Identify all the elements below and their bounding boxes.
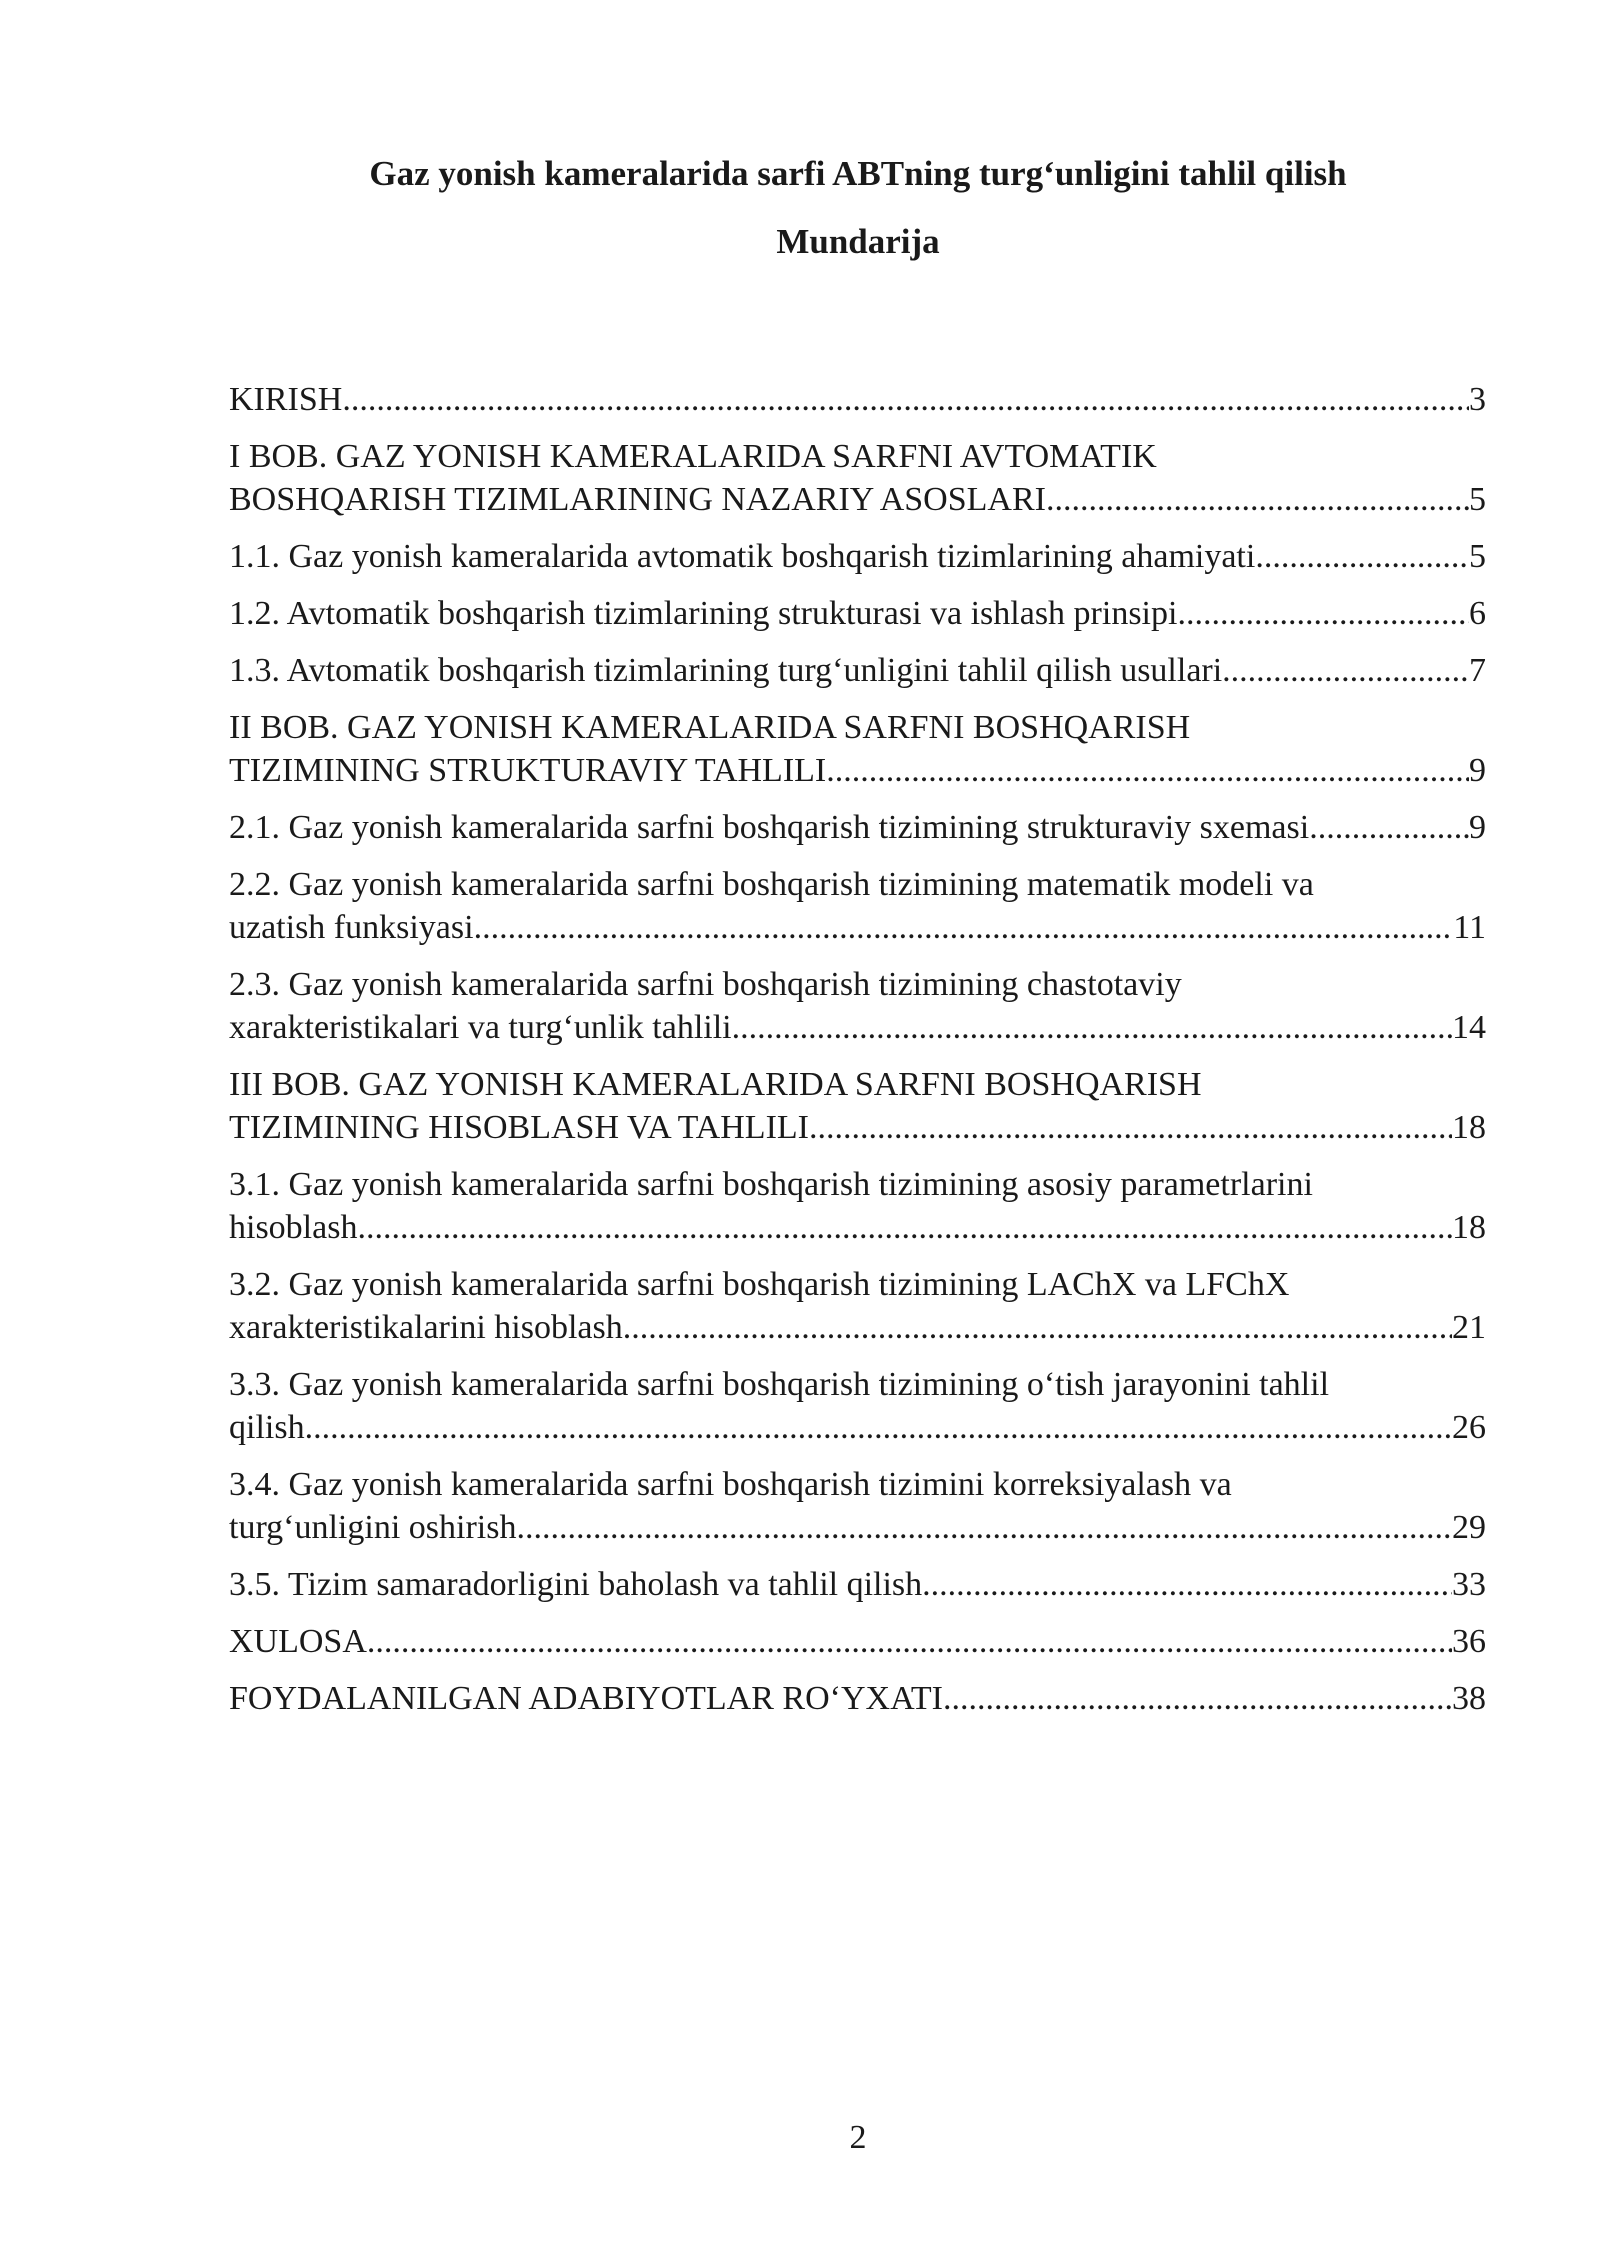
toc-entry-title: xarakteristikalari va turg‘unlik tahlili: [229, 1009, 732, 1046]
toc-entry-page-number: 21: [1452, 1309, 1486, 1346]
dot-leader: [342, 378, 1469, 421]
toc-entry-line: [229, 1506, 1486, 1549]
dot-leader: [516, 1506, 1452, 1549]
toc-entry-line: [229, 1406, 1486, 1449]
document-title: Gaz yonish kameralarida sarfi ABTning turg‘unligini tahlil qilish: [369, 154, 1347, 193]
toc-entry-title: 1.3. Avtomatik boshqarish tizimlarining turg‘unligini tahlil qilish usullari: [229, 652, 1223, 689]
toc-entry-line: [229, 649, 1486, 692]
dot-leader: [922, 1563, 1452, 1606]
toc-entry[interactable]: [229, 649, 1486, 692]
table-of-contents: [229, 378, 1486, 1734]
toc-entry-page-number: 29: [1452, 1509, 1486, 1546]
toc-entry-line: [229, 1206, 1486, 1249]
toc-entry-page-number: 11: [1453, 909, 1486, 946]
toc-entry-title: xarakteristikalarini hisoblash: [229, 1309, 623, 1346]
toc-entry-title: turg‘unligini oshirish: [229, 1509, 517, 1546]
toc-entry[interactable]: [229, 1163, 1486, 1249]
toc-entry-line: [229, 1620, 1486, 1663]
toc-entry[interactable]: [229, 435, 1486, 521]
dot-leader: [1046, 478, 1469, 521]
toc-entry-line: [229, 1106, 1486, 1149]
toc-entry-page-number: 5: [1469, 538, 1486, 575]
dot-leader: [1177, 592, 1469, 635]
toc-entry-page-number: 7: [1469, 652, 1486, 689]
toc-entry-title: hisoblash: [229, 1209, 358, 1246]
dot-leader: [1222, 649, 1469, 692]
toc-entry-title-line: 2.3. Gaz yonish kameralarida sarfni boshqarish tizimining chastotaviy: [229, 966, 1182, 1003]
toc-entry[interactable]: [229, 1563, 1486, 1606]
toc-entry-title: KIRISH: [229, 381, 343, 418]
toc-entry-title: 3.5. Tizim samaradorligini baholash va tahlil qilish: [229, 1566, 923, 1603]
toc-entry-title: TIZIMINING STRUKTURAVIY TAHLILI: [229, 752, 827, 789]
toc-entry[interactable]: [229, 806, 1486, 849]
toc-entry[interactable]: [229, 1063, 1486, 1149]
toc-heading: Mundarija: [776, 222, 940, 261]
toc-entry-page-number: 33: [1452, 1566, 1486, 1603]
toc-entry-line: [229, 749, 1486, 792]
toc-entry-line: [229, 1677, 1486, 1720]
toc-entry[interactable]: [229, 535, 1486, 578]
toc-entry[interactable]: [229, 1620, 1486, 1663]
toc-entry-title: BOSHQARISH TIZIMLARINING NAZARIY ASOSLARI: [229, 481, 1046, 518]
toc-entry-line: [229, 592, 1486, 635]
toc-entry-line: [229, 478, 1486, 521]
toc-entry-page-number: 18: [1452, 1209, 1486, 1246]
dot-leader: [367, 1620, 1452, 1663]
toc-entry-page-number: 18: [1452, 1109, 1486, 1146]
toc-entry-title: qilish: [229, 1409, 305, 1446]
toc-entry-title: 1.1. Gaz yonish kameralarida avtomatik boshqarish tizimlarining ahamiyati: [229, 538, 1256, 575]
dot-leader: [357, 1206, 1452, 1249]
toc-entry[interactable]: [229, 378, 1486, 421]
toc-entry-title-line: 2.2. Gaz yonish kameralarida sarfni boshqarish tizimining matematik modeli va: [229, 866, 1314, 903]
toc-entry-line: [229, 1563, 1486, 1606]
toc-entry-line: [229, 1006, 1486, 1049]
toc-entry-page-number: 14: [1452, 1009, 1486, 1046]
toc-entry-page-number: 3: [1469, 381, 1486, 418]
toc-entry[interactable]: [229, 1677, 1486, 1720]
toc-entry-line: [229, 535, 1486, 578]
dot-leader: [809, 1106, 1452, 1149]
toc-entry-page-number: 9: [1469, 752, 1486, 789]
toc-entry-page-number: 5: [1469, 481, 1486, 518]
toc-entry-title-line: 3.4. Gaz yonish kameralarida sarfni boshqarish tizimini korreksiyalash va: [229, 1466, 1232, 1503]
toc-entry-line: [229, 378, 1486, 421]
toc-entry-line: [229, 906, 1486, 949]
toc-entry-page-number: 6: [1469, 595, 1486, 632]
toc-entry-line: [229, 806, 1486, 849]
toc-entry-title: XULOSA: [229, 1623, 367, 1660]
toc-entry-title-line: II BOB. GAZ YONISH KAMERALARIDA SARFNI BOSHQARISH: [229, 709, 1191, 746]
toc-entry[interactable]: [229, 706, 1486, 792]
toc-entry-title-line: 3.1. Gaz yonish kameralarida sarfni boshqarish tizimining asosiy parametrlarini: [229, 1166, 1313, 1203]
dot-leader: [943, 1677, 1452, 1720]
toc-entry[interactable]: [229, 863, 1486, 949]
toc-entry[interactable]: [229, 1263, 1486, 1349]
toc-entry[interactable]: [229, 1463, 1486, 1549]
page-number: 2: [849, 2119, 867, 2156]
toc-entry-title: 1.2. Avtomatik boshqarish tizimlarining strukturasi va ishlash prinsipi: [229, 595, 1178, 632]
toc-entry-title-line: 3.3. Gaz yonish kameralarida sarfni boshqarish tizimining o‘tish jarayonini tahlil: [229, 1366, 1330, 1403]
dot-leader: [732, 1006, 1452, 1049]
dot-leader: [623, 1306, 1452, 1349]
dot-leader: [305, 1406, 1452, 1449]
toc-entry-title: FOYDALANILGAN ADABIYOTLAR RO‘YXATI: [229, 1680, 943, 1717]
dot-leader: [1255, 535, 1469, 578]
toc-entry-page-number: 26: [1452, 1409, 1486, 1446]
toc-entry[interactable]: [229, 963, 1486, 1049]
dot-leader: [1309, 806, 1469, 849]
toc-entry-page-number: 9: [1469, 809, 1486, 846]
toc-entry[interactable]: [229, 1363, 1486, 1449]
toc-entry-title-line: 3.2. Gaz yonish kameralarida sarfni boshqarish tizimining LAChX va LFChX: [229, 1266, 1290, 1303]
toc-entry-title: uzatish funksiyasi: [229, 909, 474, 946]
toc-entry[interactable]: [229, 592, 1486, 635]
toc-entry-title: 2.1. Gaz yonish kameralarida sarfni boshqarish tizimining strukturaviy sxemasi: [229, 809, 1310, 846]
toc-entry-title-line: I BOB. GAZ YONISH KAMERALARIDA SARFNI AVTOMATIK: [229, 438, 1157, 475]
toc-entry-line: [229, 1306, 1486, 1349]
toc-entry-page-number: 36: [1452, 1623, 1486, 1660]
toc-entry-title: TIZIMINING HISOBLASH VA TAHLILI: [229, 1109, 809, 1146]
toc-entry-page-number: 38: [1452, 1680, 1486, 1717]
dot-leader: [826, 749, 1469, 792]
toc-entry-title-line: III BOB. GAZ YONISH KAMERALARIDA SARFNI BOSHQARISH: [229, 1066, 1202, 1103]
dot-leader: [474, 906, 1454, 949]
